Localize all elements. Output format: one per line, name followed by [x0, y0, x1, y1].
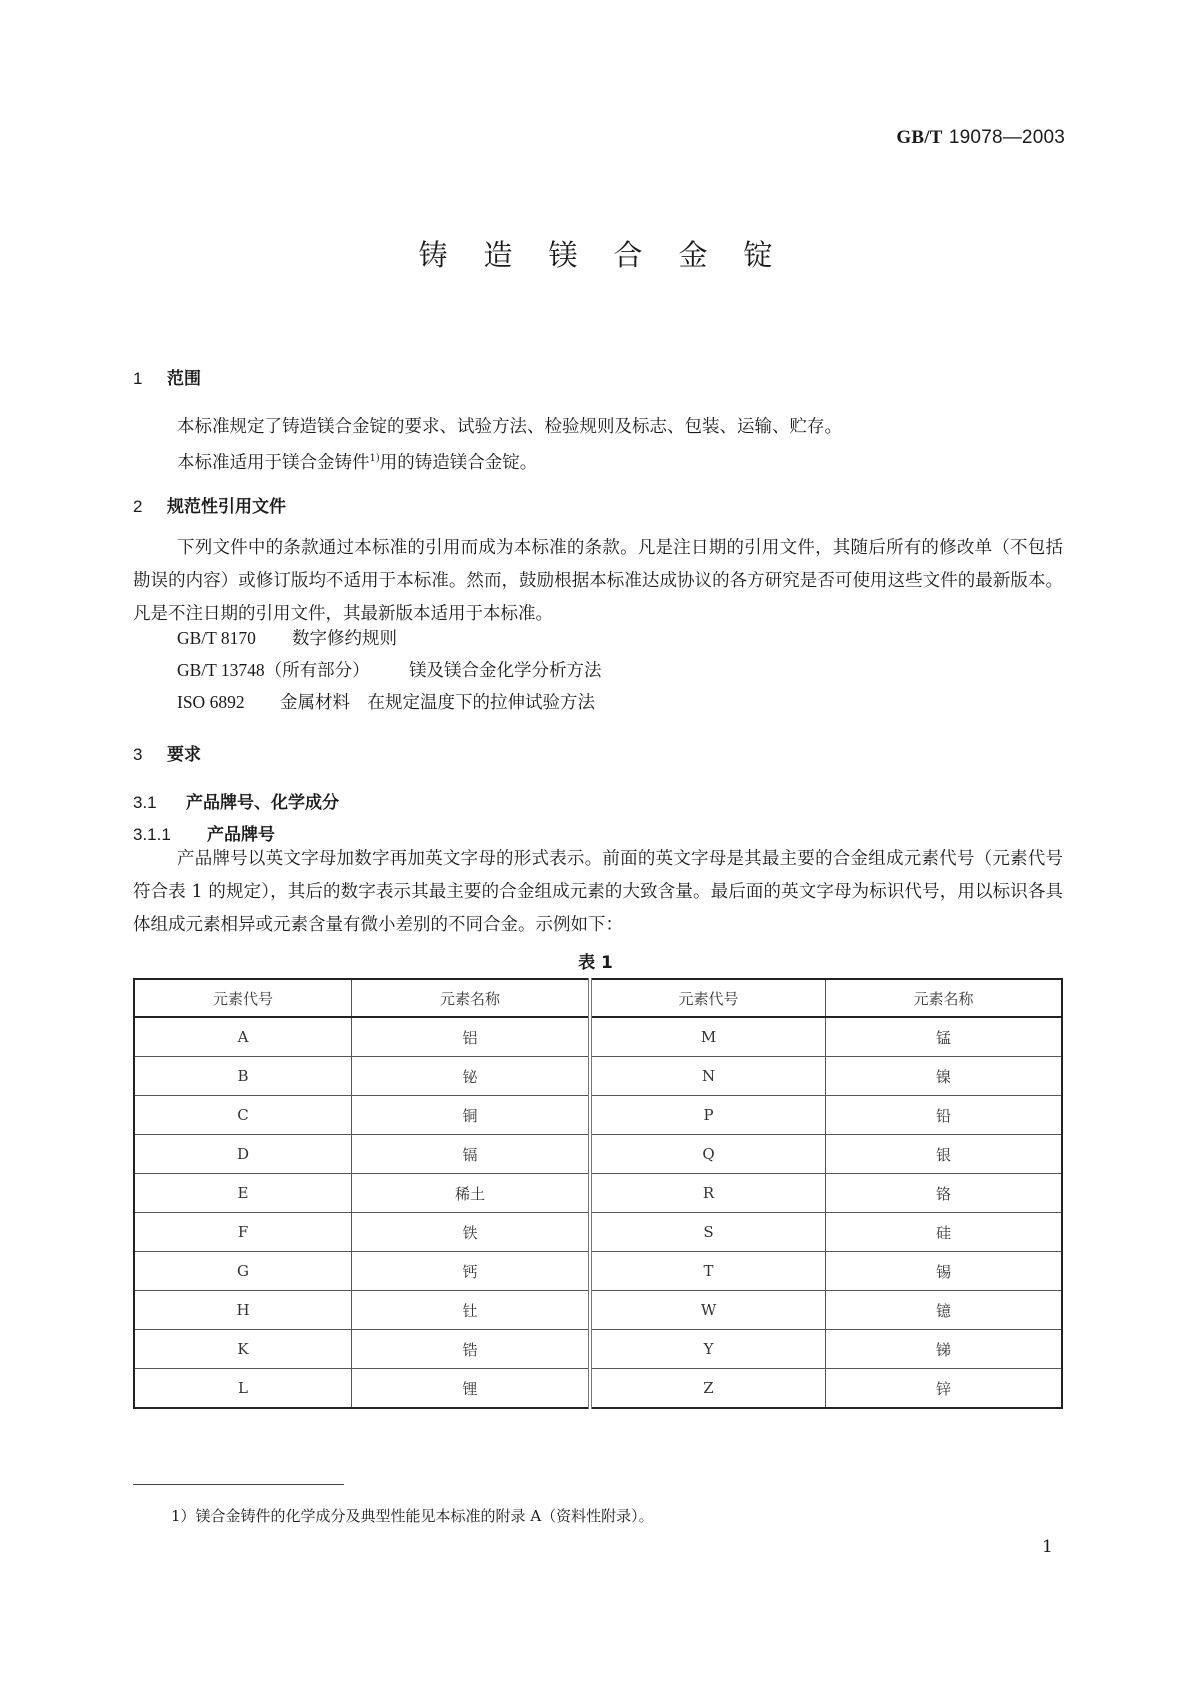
section-title: 要求 [167, 745, 201, 765]
standard-number: 19078—2003 [948, 127, 1065, 148]
table-cell: 钍 [352, 1291, 590, 1330]
table-row [134, 1252, 1062, 1291]
section-title: 范围 [167, 369, 201, 389]
table-cell: R [590, 1174, 825, 1213]
table-cell: A [134, 1017, 352, 1057]
table-row [134, 1135, 1062, 1174]
table-cell: L [134, 1369, 352, 1409]
table-cell: 锂 [352, 1369, 590, 1409]
product-grade-paragraph: 产品牌号以英文字母加数字再加英文字母的形式表示。前面的英文字母是其最主要的合金组成元素代号（元素代号符合表 1 的规定），其后的数字表示其最主要的合金组成元素的大致含量。最后面的英文字母为标识代号，用以标识各具体组成元素相异或元素含量有微小差别的不同合金。示例如下： [133, 849, 1063, 935]
element-code-table [133, 978, 1063, 1409]
table-cell: 镱 [826, 1291, 1062, 1330]
table-row [134, 1174, 1062, 1213]
section-number: 3.1.1 [133, 825, 171, 844]
document-title: 铸造镁合金锭 [418, 238, 809, 272]
table-cell: F [134, 1213, 352, 1252]
reference-title: 镁及镁合金化学分析方法 [409, 661, 602, 681]
section-title: 规范性引用文件 [167, 497, 286, 517]
table-cell: 铝 [352, 1017, 590, 1057]
section-number: 2 [133, 497, 143, 516]
table-cell: 镍 [826, 1057, 1062, 1096]
footnote-marker: 1) [369, 453, 380, 464]
table-cell: 锌 [826, 1369, 1062, 1409]
scope-paragraph-1: 本标准规定了铸造镁合金锭的要求、试验方法、检验规则及标志、包装、运输、贮存。 [177, 417, 842, 437]
table-caption: 表 1 [578, 953, 613, 973]
table-cell: Y [590, 1330, 825, 1369]
table-cell: T [590, 1252, 825, 1291]
section-title: 产品牌号、化学成分 [186, 793, 339, 813]
table-cell: K [134, 1330, 352, 1369]
table-cell: G [134, 1252, 352, 1291]
table-cell: 铜 [352, 1096, 590, 1135]
table-cell: 铬 [826, 1174, 1062, 1213]
reference-code: ISO 6892 [177, 692, 245, 712]
table-cell: 银 [826, 1135, 1062, 1174]
reference-code: GB/T 8170 [177, 628, 256, 648]
table-cell: S [590, 1213, 825, 1252]
column-header: 元素名称 [352, 979, 590, 1017]
section-3-1-heading [133, 788, 339, 813]
table-cell: 铅 [826, 1096, 1062, 1135]
section-number: 1 [133, 369, 143, 388]
table-cell: 稀土 [352, 1174, 590, 1213]
table-row [134, 1017, 1062, 1057]
table-cell: B [134, 1057, 352, 1096]
reference-title: 数字修约规则 [292, 629, 397, 649]
table-cell: 硅 [826, 1213, 1062, 1252]
reference-item [177, 657, 602, 682]
section-number: 3.1 [133, 793, 157, 812]
section-number: 3 [133, 745, 143, 764]
table-cell: D [134, 1135, 352, 1174]
table-cell: 锰 [826, 1017, 1062, 1057]
reference-item [177, 689, 595, 714]
table-cell: 钙 [352, 1252, 590, 1291]
section-3-heading [133, 740, 201, 765]
section-title: 产品牌号 [207, 825, 275, 845]
table-row [134, 1369, 1062, 1409]
table-cell: M [590, 1017, 825, 1057]
page-number: 1 [1042, 1537, 1053, 1557]
table-cell: H [134, 1291, 352, 1330]
table-row [134, 1330, 1062, 1369]
reference-title: 金属材料 在规定温度下的拉伸试验方法 [280, 693, 595, 713]
scope-paragraph-2 [177, 443, 537, 479]
table-cell: N [590, 1057, 825, 1096]
table-cell: 铋 [352, 1057, 590, 1096]
table-row [134, 1213, 1062, 1252]
table-cell: 铁 [352, 1213, 590, 1252]
table-cell: 镉 [352, 1135, 590, 1174]
table-row [134, 1096, 1062, 1135]
section-2-heading [133, 492, 286, 517]
footnote: 1）镁合金铸件的化学成分及典型性能见本标准的附录 A（资料性附录）。 [171, 1507, 654, 1525]
table-cell: P [590, 1096, 825, 1135]
standard-code [896, 126, 1065, 149]
table-cell: 锑 [826, 1330, 1062, 1369]
table-cell: E [134, 1174, 352, 1213]
footnote-divider [133, 1484, 344, 1485]
table-cell: W [590, 1291, 825, 1330]
table-row [134, 1291, 1062, 1330]
table-row [134, 1057, 1062, 1096]
table-cell: 锆 [352, 1330, 590, 1369]
table-cell: 锡 [826, 1252, 1062, 1291]
scope-paragraph-2-text: 本标准适用于镁合金铸件 [177, 453, 370, 473]
reference-code: GB/T 13748（所有部分） [177, 660, 370, 680]
reference-item [177, 625, 397, 650]
normative-references-paragraph: 下列文件中的条款通过本标准的引用而成为本标准的条款。凡是注日期的引用文件，其随后所有的修改单（不包括勘误的内容）或修订版均不适用于本标准。然而，鼓励根据本标准达成协议的各方研究是否可使用这些文件的最新版本。凡是不注日期的引用文件，其最新版本适用于本标准。 [133, 538, 1063, 624]
table-cell: C [134, 1096, 352, 1135]
table-cell: Z [590, 1369, 825, 1409]
standard-prefix: GB/T [896, 127, 943, 148]
table-cell: Q [590, 1135, 825, 1174]
column-header: 元素代号 [134, 979, 352, 1017]
scope-paragraph-2-tail: 用的铸造镁合金锭。 [379, 453, 538, 473]
column-header: 元素代号 [590, 979, 825, 1017]
section-1-heading [133, 364, 201, 389]
column-header: 元素名称 [826, 979, 1062, 1017]
section-3-1-1-heading [133, 820, 275, 845]
table-header-row [134, 979, 1062, 1017]
